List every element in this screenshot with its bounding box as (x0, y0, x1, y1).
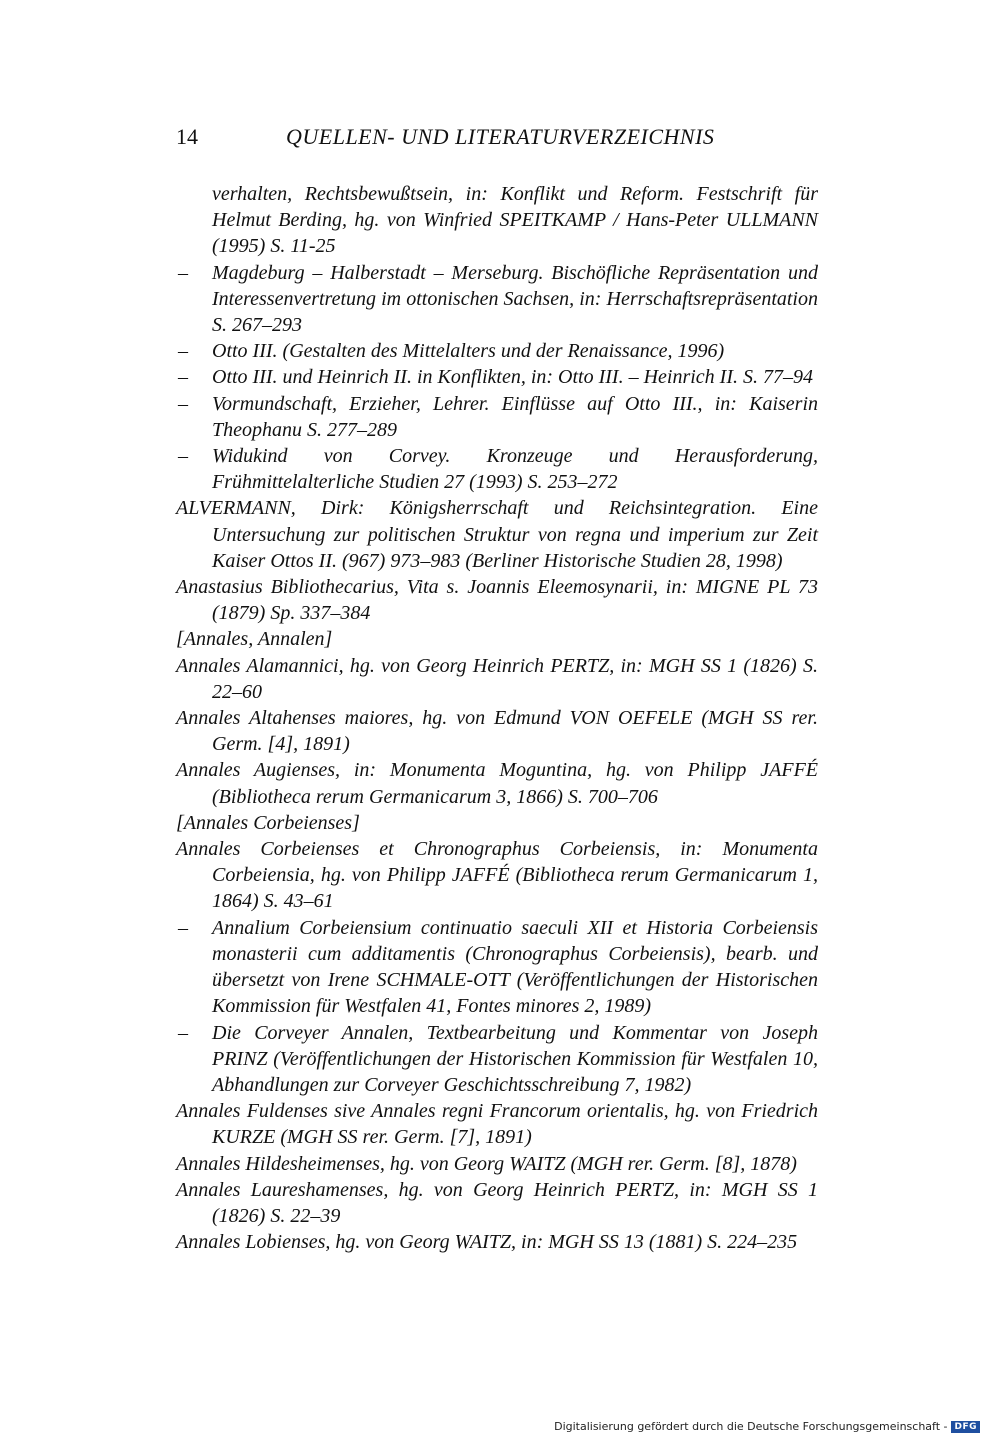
bibliography-subentry (176, 391, 818, 443)
bibliography-entry (176, 495, 818, 574)
entry-text: Magdeburg – Halberstadt – Merseburg. Bischöfliche Repräsentation und Interessenvertretung im ottonischen Sachsen, in: Herrschaftsrepräsentation S. 267–293 (212, 261, 818, 337)
entry-dash: – (178, 261, 188, 284)
entry-text: Annales Alamannici, hg. von Georg Heinrich PERTZ, in: MGH SS 1 (1826) S. 22–60 (176, 654, 818, 703)
bibliography-entry (176, 1151, 818, 1177)
bibliography-entry (176, 705, 818, 757)
footer-credit: Digitalisierung gefördert durch die Deutsche Forschungsgemeinschaft - (554, 1420, 948, 1433)
entry-text: Annales Corbeienses et Chronographus Corbeiensis, in: Monumenta Corbeiensia, hg. von Philipp JAFFÉ (Bibliotheca rerum Germanicarum 1, 1864) S. 43–61 (176, 838, 818, 913)
entry-text: Widukind von Corvey. Kronzeuge und Herausforderung, Frühmittelalterliche Studien 27 (1993) S. 253–272 (212, 445, 818, 494)
entry-text: Annales Fuldenses sive Annales regni Francorum orientalis, hg. von Friedrich KURZE (MGH SS rer. Germ. [7], 1891) (176, 1100, 818, 1149)
bibliography-subentry (176, 915, 818, 1020)
entry-text: [Annales Corbeienses] (176, 811, 360, 834)
bibliography-entry (176, 653, 818, 705)
bibliography-entry (176, 836, 818, 915)
dfg-logo: DFG (951, 1421, 980, 1433)
entry-dash: – (178, 1021, 188, 1044)
entry-text: Annales Hildesheimenses, hg. von Georg WAITZ (MGH rer. Germ. [8], 1878) (176, 1152, 797, 1175)
bibliography-subentry (176, 443, 818, 495)
bibliography-entry (176, 574, 818, 626)
running-head: QUELLEN- UND LITERATURVERZEICHNIS (286, 124, 715, 149)
bibliography-entry (176, 810, 818, 836)
entry-text: verhalten, Rechtsbewußtsein, in: Konflikt und Reform. Festschrift für Helmut Berding, hg. von Winfried SPEITKAMP / Hans-Peter ULLMANN (1995) S. 11-25 (212, 183, 818, 258)
entry-text: Annales Laureshamenses, hg. von Georg Heinrich PERTZ, in: MGH SS 1 (1826) S. 22–39 (176, 1178, 818, 1227)
page-number: 14 (176, 124, 198, 149)
entry-dash: – (178, 366, 188, 389)
entry-dash: – (178, 392, 188, 415)
page-header (176, 124, 816, 156)
bibliography-subentry (176, 260, 818, 339)
entry-dash: – (178, 340, 188, 363)
bibliography-list (176, 181, 818, 1255)
digitization-footer (554, 1420, 980, 1433)
entry-dash: – (178, 445, 188, 468)
bibliography-entry (176, 757, 818, 809)
bibliography-entry (176, 1177, 818, 1229)
entry-text: Annales Augienses, in: Monumenta Moguntina, hg. von Philipp JAFFÉ (Bibliotheca rerum Germanicarum 3, 1866) S. 700–706 (176, 759, 818, 808)
entry-dash: – (178, 916, 188, 939)
entry-text: Otto III. und Heinrich II. in Konflikten, in: Otto III. – Heinrich II. S. 77–94 (212, 366, 813, 389)
entry-text: Annales Lobienses, hg. von Georg WAITZ, in: MGH SS 13 (1881) S. 224–235 (176, 1231, 798, 1254)
entry-text: ALVERMANN, Dirk: Königsherrschaft und Reichsintegration. Eine Untersuchung zur politischen Struktur von regna und imperium zur Zeit Kaiser Ottos II. (967) 973–983 (Berliner Historische Studien 28, 1998) (176, 497, 818, 572)
bibliography-subentry (176, 338, 818, 364)
entry-text: Otto III. (Gestalten des Mittelalters und der Renaissance, 1996) (212, 340, 725, 363)
entry-text: Die Corveyer Annalen, Textbearbeitung und Kommentar von Joseph PRINZ (Veröffentlichungen der Historischen Kommission für Westfalen 10, Abhandlungen zur Corveyer Geschichtsschreibung 7, 1982) (212, 1021, 818, 1096)
entry-text: [Annales, Annalen] (176, 628, 333, 651)
entry-text: Anastasius Bibliothecarius, Vita s. Joannis Eleemosynarii, in: MIGNE PL 73 (1879) Sp. 337–384 (176, 576, 818, 625)
entry-text: Annalium Corbeiensium continuatio saeculi XII et Historia Corbeiensis monasterii cum additamentis (Chronographus Corbeiensis), bearb. und übersetzt von Irene SCHMALE-OTT (Veröffentlichungen der Historischen Kommission für Westfalen 41, Fontes minores 2, 1989) (212, 916, 818, 1018)
bibliography-entry (176, 1229, 818, 1255)
bibliography-subentry (176, 364, 818, 390)
entry-text: Vormundschaft, Erzieher, Lehrer. Einflüsse auf Otto III., in: Kaiserin Theophanu S. 277–289 (212, 392, 818, 441)
bibliography-subentry (176, 1020, 818, 1099)
bibliography-entry-continuation (176, 181, 818, 260)
bibliography-entry (176, 626, 818, 652)
entry-text: Annales Altahenses maiores, hg. von Edmund VON OEFELE (MGH SS rer. Germ. [4], 1891) (176, 707, 818, 756)
bibliography-entry (176, 1098, 818, 1150)
